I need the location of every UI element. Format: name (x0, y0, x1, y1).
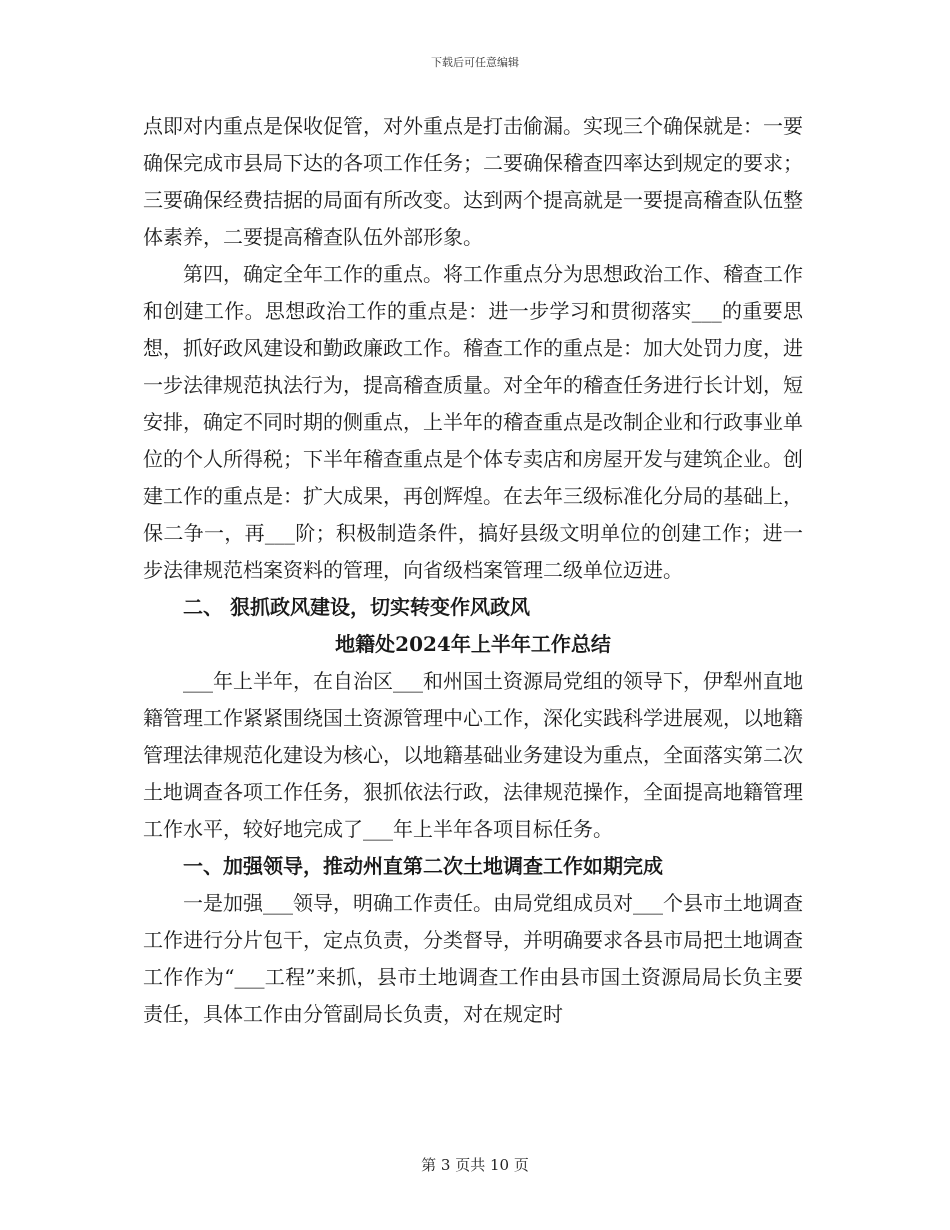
page-footer: 第 3 页共 10 页 (421, 1156, 529, 1174)
paragraph-continuation: 点即对内重点是保收促管，对外重点是打击偷漏。实现三个确保就是：一要确保完成市县局下达的各项工作任务；二要确保稽查四率达到规定的要求；三要确保经费拮据的局面有所改变。达到两个提高就是一要提高稽查队伍整体素养，二要提高稽查队伍外部形象。 (143, 114, 803, 249)
document-title: 地籍处2024年上半年工作总结 (335, 632, 611, 656)
paragraph-leadership: 一是加强___领导，明确工作责任。由局党组成员对___个县市土地调查工作进行分片包干，定点负责，分类督导，并明确要求各县市局把土地调查工作作为“___工程”来抓，县市土地调查工作由县市国土资源局局长负主要责任，具体工作由分管副局长负责，对在规定时 (143, 891, 803, 1026)
header-note: 下载后可任意编辑 (431, 56, 519, 69)
paragraph-intro: ___年上半年，在自治区___和州国土资源局党组的领导下，伊犁州直地籍管理工作紧紧围绕国土资源管理中心工作，深化实践科学进展观，以地籍管理法律规范化建设为核心，以地籍基础业务建设为重点，全面落实第二次土地调查各项工作任务，狠抓依法行政，法律规范操作，全面提高地籍管理工作水平，较好地完成了___年上半年各项目标任务。 (143, 669, 803, 841)
section-heading-two: 二、 狠抓政风建设，切实转变作风政风 (183, 595, 530, 619)
section-heading-one: 一、加强领导，推动州直第二次土地调查工作如期完成 (183, 854, 663, 878)
document-body (143, 108, 803, 1033)
paragraph-fourth-point: 第四，确定全年工作的重点。将工作重点分为思想政治工作、稽查工作和创建工作。思想政治工作的重点是：进一步学习和贯彻落实___的重要思想，抓好政风建设和勤政廉政工作。稽查工作的重点是：加大处罚力度，进一步法律规范执法行为，提高稽查质量。对全年的稽查任务进行长计划，短安排，确定不同时期的侧重点，上半年的稽查重点是改制企业和行政事业单位的个人所得税；下半年稽查重点是个体专卖店和房屋开发与建筑企业。创建工作的重点是：扩大成果，再创辉煌。在去年三级标准化分局的基础上，保二争一，再___阶；积极制造条件，搞好县级文明单位的创建工作；进一步法律规范档案资料的管理，向省级档案管理二级单位迈进。 (143, 262, 803, 582)
